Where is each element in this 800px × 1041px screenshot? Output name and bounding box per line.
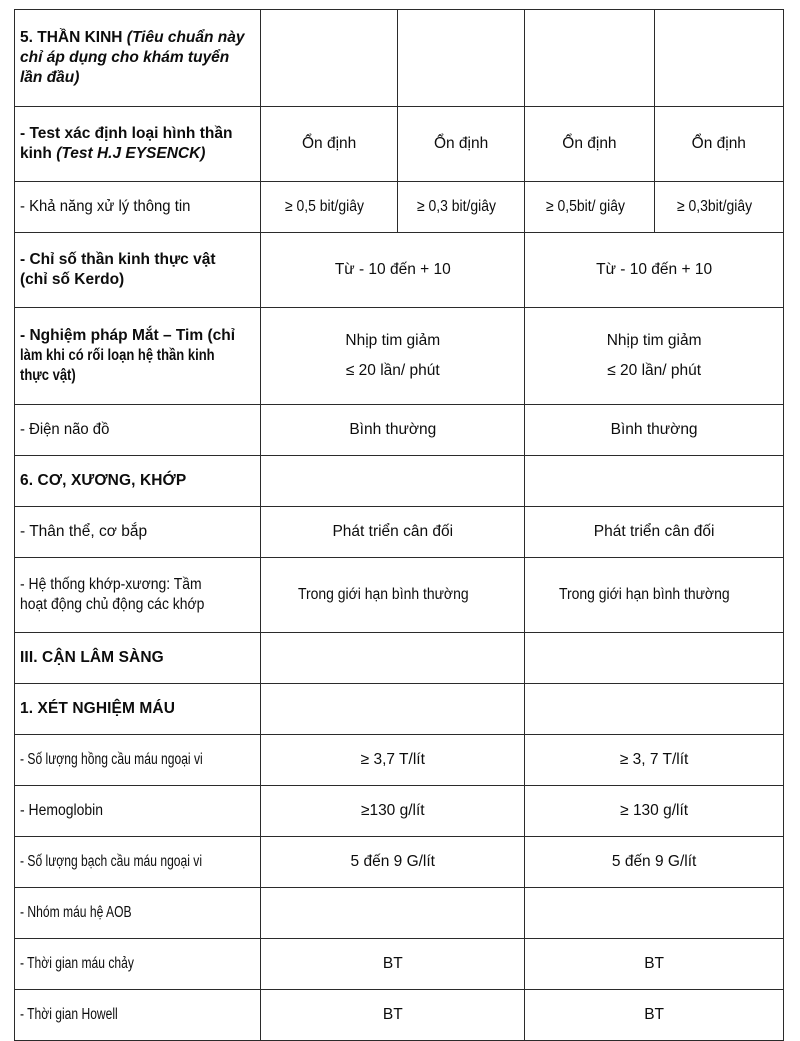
table-row — [15, 786, 784, 837]
row-label-neuro-section — [15, 10, 261, 107]
cell-info-processing-c2 — [397, 182, 524, 233]
row-label-information-processing — [15, 182, 261, 233]
table-row — [15, 507, 784, 558]
cell-eysenck-c4: Ổn định — [654, 107, 783, 182]
table-row — [15, 735, 784, 786]
kerdo-label-line1: - Chỉ số thần kinh thực vật — [20, 250, 216, 268]
cell-oculocardiac-merged-left — [261, 308, 525, 405]
row-label-kerdo-index — [15, 233, 261, 308]
cell-eysenck-c3: Ổn định — [525, 107, 654, 182]
cell-hemoglobin-merged-left: ≥130 g/lít — [261, 786, 525, 837]
oculocardiac-left-line2: ≤ 20 lần/ phút — [345, 361, 440, 379]
cell-paraclinical-merged-left — [261, 633, 525, 684]
joint-bone-label-line1: - Hệ thống khớp-xương: Tầm — [20, 575, 202, 593]
row-label-hemoglobin — [15, 786, 261, 837]
oculocardiac-label-line2: làm khi có rối loạn hệ thần kinh — [20, 346, 215, 364]
cell-wbc-count-merged-right: 5 đến 9 G/lít — [525, 837, 784, 888]
row-label-howell-time — [15, 990, 261, 1041]
row-label-joint-bone-system — [15, 558, 261, 633]
value-text: Trong giới hạn bình thường — [298, 585, 469, 603]
table-row — [15, 558, 784, 633]
cell-musculoskeletal-merged-right — [525, 456, 784, 507]
cell-neuro-section-c3 — [525, 10, 654, 107]
oculocardiac-right-line2: ≤ 20 lần/ phút — [607, 361, 702, 379]
joint-bone-label-line2: hoạt động chủ động các khớp — [20, 596, 205, 613]
table-row — [15, 182, 784, 233]
row-label-eeg — [15, 405, 261, 456]
cell-howell-time-merged-left: BT — [261, 990, 525, 1041]
cell-neuro-section-c4 — [654, 10, 783, 107]
cell-info-processing-c4 — [654, 182, 783, 233]
section-title-neuro: 5. THẦN KINH — [20, 28, 123, 46]
cell-blood-group-merged-left — [261, 888, 525, 939]
table-row — [15, 233, 784, 308]
value-text: ≥ 0,5bit/ giây — [545, 197, 625, 215]
information-processing-label: - Khả năng xử lý thông tin — [20, 197, 191, 215]
cell-info-processing-c3 — [525, 182, 654, 233]
bleeding-time-label: - Thời gian máu chảy — [20, 954, 134, 972]
row-label-body-muscle — [15, 507, 261, 558]
cell-hemoglobin-merged-right: ≥ 130 g/lít — [525, 786, 784, 837]
cell-eysenck-c2: Ổn định — [397, 107, 524, 182]
row-label-wbc-count — [15, 837, 261, 888]
wbc-count-label: - Số lượng bạch cầu máu ngoại vi — [20, 852, 203, 870]
value-text: Trong giới hạn bình thường — [559, 585, 730, 603]
table-row — [15, 633, 784, 684]
cell-bleeding-time-merged-right: BT — [525, 939, 784, 990]
cell-joint-bone-merged-left — [261, 558, 525, 633]
table-row — [15, 939, 784, 990]
table-row — [15, 10, 784, 107]
eeg-label: - Điện não đồ — [20, 420, 110, 438]
body-muscle-label: - Thân thể, cơ bắp — [20, 522, 148, 540]
table-row — [15, 405, 784, 456]
cell-wbc-count-merged-left: 5 đến 9 G/lít — [261, 837, 525, 888]
row-label-musculoskeletal-section — [15, 456, 261, 507]
cell-body-muscle-merged-right: Phát triển cân đối — [525, 507, 784, 558]
cell-body-muscle-merged-left: Phát triển cân đối — [261, 507, 525, 558]
row-label-rbc-count — [15, 735, 261, 786]
section-title-musculoskeletal: 6. CƠ, XƯƠNG, KHỚP — [20, 471, 187, 489]
table-row — [15, 308, 784, 405]
blood-group-label: - Nhóm máu hệ AOB — [20, 903, 132, 921]
table-row — [15, 990, 784, 1041]
kerdo-label-line2: (chỉ số Kerdo) — [20, 271, 125, 288]
cell-kerdo-merged-right: Từ - 10 đến + 10 — [525, 233, 784, 308]
row-label-blood-group-abo — [15, 888, 261, 939]
cell-bleeding-time-merged-left: BT — [261, 939, 525, 990]
cell-info-processing-c1 — [261, 182, 398, 233]
row-label-eysenck-test — [15, 107, 261, 182]
cell-rbc-count-merged-left: ≥ 3,7 T/lít — [261, 735, 525, 786]
rbc-count-label: - Số lượng hồng cầu máu ngoại vi — [20, 750, 203, 768]
row-label-oculocardiac-reflex — [15, 308, 261, 405]
value-text: ≥ 0,5 bit/giây — [285, 197, 365, 215]
oculocardiac-label-line1: - Nghiệm pháp Mắt – Tim (chỉ — [20, 326, 236, 344]
cell-eeg-merged-right: Bình thường — [525, 405, 784, 456]
cell-eeg-merged-left: Bình thường — [261, 405, 525, 456]
cell-neuro-section-c1 — [261, 10, 398, 107]
table-row — [15, 456, 784, 507]
cell-joint-bone-merged-right — [525, 558, 784, 633]
cell-blood-test-merged-right — [525, 684, 784, 735]
cell-kerdo-merged-left: Từ - 10 đến + 10 — [261, 233, 525, 308]
section-note-neuro: (Tiêu chuẩn này chỉ áp dụng cho khám tuyển lần đầu) — [20, 28, 245, 87]
table-row — [15, 684, 784, 735]
section-title-paraclinical: III. CẬN LÂM SÀNG — [20, 648, 164, 666]
cell-paraclinical-merged-right — [525, 633, 784, 684]
row-label-paraclinical-section — [15, 633, 261, 684]
eysenck-label-note: (Test H.J EYSENCK) — [56, 145, 206, 162]
cell-blood-group-merged-right — [525, 888, 784, 939]
eysenck-label-main: - Test xác định loại hình thần kinh — [20, 124, 233, 162]
oculocardiac-left-line1: Nhịp tim giảm — [345, 332, 441, 350]
row-label-blood-test-section — [15, 684, 261, 735]
row-label-bleeding-time — [15, 939, 261, 990]
oculocardiac-label-line3: thực vật) — [20, 367, 76, 385]
cell-oculocardiac-merged-right — [525, 308, 784, 405]
cell-blood-test-merged-left — [261, 684, 525, 735]
table-row — [15, 888, 784, 939]
cell-eysenck-c1: Ổn định — [261, 107, 398, 182]
table-row — [15, 837, 784, 888]
cell-howell-time-merged-right: BT — [525, 990, 784, 1041]
oculocardiac-right-line1: Nhịp tim giảm — [606, 332, 702, 350]
medical-standards-table — [14, 9, 784, 1041]
cell-musculoskeletal-merged-left — [261, 456, 525, 507]
howell-time-label: - Thời gian Howell — [20, 1005, 118, 1023]
value-text: ≥ 0,3bit/giây — [677, 197, 753, 215]
cell-rbc-count-merged-right: ≥ 3, 7 T/lít — [525, 735, 784, 786]
section-title-blood-test: 1. XÉT NGHIỆM MÁU — [20, 699, 175, 717]
table-row — [15, 107, 784, 182]
value-text: ≥ 0,3 bit/giây — [417, 197, 497, 215]
hemoglobin-label: - Hemoglobin — [20, 801, 103, 819]
cell-neuro-section-c2 — [397, 10, 524, 107]
